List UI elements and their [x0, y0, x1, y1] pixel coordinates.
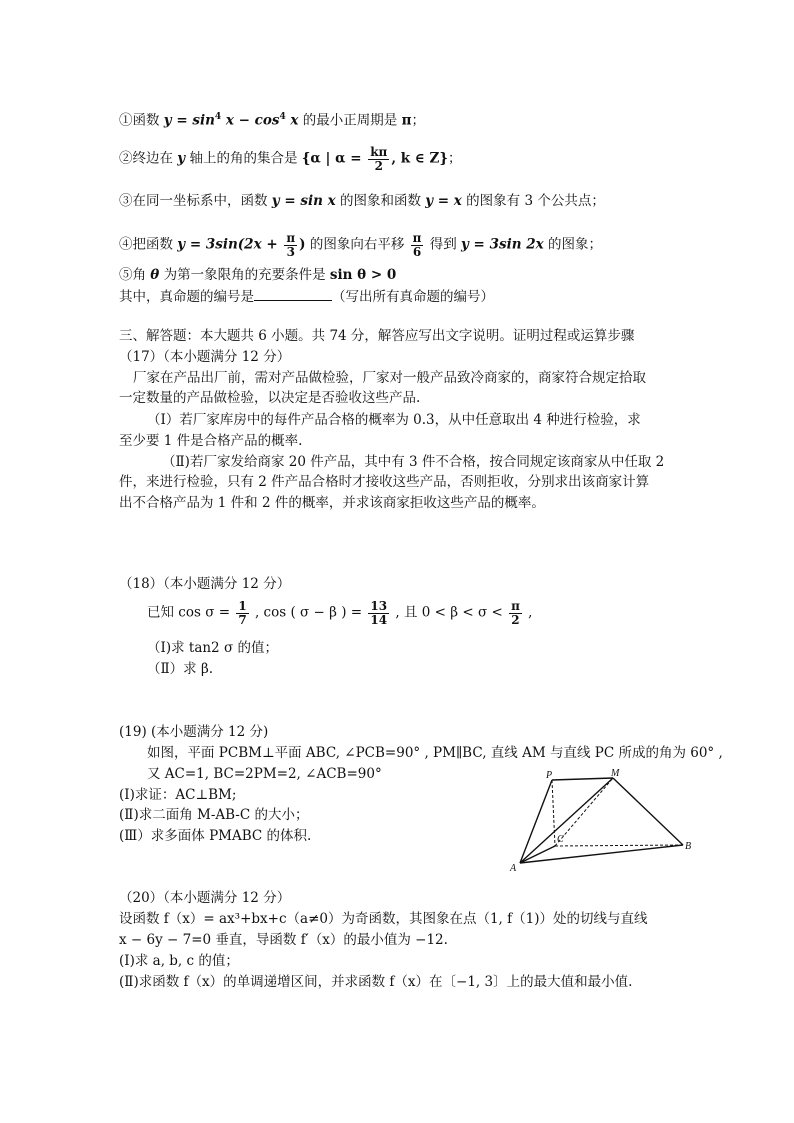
label-C: C [557, 834, 564, 845]
q17-text: 至少要 1 件是合格产品的概率. [119, 433, 303, 449]
q18-part1: （Ⅰ)求 tan2 σ 的值； [147, 640, 278, 656]
proposition-4: ④把函数 y = 3sin(2x + $\frac{\pi}{3}$ ) 的图象向右平移 $\frac{\pi}{6}$ 得到 y = 3sin 2x 的图象； [119, 231, 602, 259]
edge-PM [552, 778, 613, 780]
q20-part2: (Ⅱ)求函数 f（x）的单调递增区间，并求函数 f（x）在〔−1, 3〕上的最大值和最小值. [119, 974, 633, 990]
q18-header: （18）（本小题满分 12 分） [119, 576, 291, 592]
q18-part2: （Ⅱ）求 β. [147, 661, 214, 677]
q19-header: (19) (本小题满分 12 分) [119, 724, 269, 740]
formula: y = sin [163, 112, 215, 129]
edge-CM [555, 778, 613, 846]
label-M: M [611, 768, 620, 779]
q19-part1: (Ⅰ)求证：AC⊥BM; [119, 787, 237, 803]
q17-part1: （Ⅰ）若厂家库房中的每件产品合格的概率为 0.3，从中任意取出 4 种进行检验，求 [147, 412, 641, 428]
fraction: $\frac{\pi}{3}$ [286, 231, 296, 259]
proposition-1: ①函数 $y = \sin^4 x - \cos^4 x$ 的最小正周期是 π； [119, 112, 425, 129]
section-heading: 三、解答题：本大题共 6 小题。共 74 分，解答应写出文字说明。证明过程或运算步骤 [119, 328, 635, 344]
edge-CB [555, 845, 683, 846]
q19-text: 又 AC=1, BC=2PM=2, ∠ACB=90° [147, 766, 382, 782]
q20-part1: (Ⅰ)求 a, b, c 的值； [119, 953, 239, 969]
edge-MB [613, 778, 683, 845]
q18-condition: 已知 cos σ = $\frac{1}{7}$ , cos ( σ − β ) = $\frac{13}{14}$ , 且 0 < β < σ < $\frac{\pi}{2}$ , [147, 599, 533, 627]
fraction: $\frac{k\pi}{2}$ [370, 145, 388, 173]
fraction: $\frac{\pi}{2}$ [511, 599, 520, 627]
q17-text: 出不合格产品为 1 件和 2 件的概率，并求该商家拒收这些产品的概率。 [119, 495, 545, 511]
q20-header: （20）（本小题满分 12 分） [119, 890, 291, 906]
q20-text: x − 6y − 7=0 垂直，导函数 f′（x）的最小值为 −12. [119, 932, 448, 948]
q17-header: （17）（本小题满分 12 分） [119, 349, 291, 365]
label-A: A [510, 863, 517, 873]
answer-line: 其中，真命题的编号是 （写出所有真命题的编号） [119, 289, 494, 305]
edge-AM [520, 778, 613, 863]
proposition-2: ②终边在 y 轴上的角的集合是 {α | α = $\frac{k\pi}{2}$ , k ∈ Z}； [119, 145, 462, 173]
proposition-5: ⑤角 θ 为第一象限角的充要条件是 sin θ > 0 [119, 267, 397, 283]
q19-figure [505, 768, 705, 873]
q19-part3: (Ⅲ）求多面体 PMABC 的体积. [119, 828, 312, 844]
proposition-3: ③在同一坐标系中，函数 y = sin x 的图象和函数 y = x 的图象有 3 个公共点； [119, 193, 605, 209]
q20-text: 设函数 f（x）= ax³+bx+c（a≠0）为奇函数，其图象在点（1, f（1)）处的切线与直线 [119, 911, 648, 927]
q19-part2: (Ⅱ)求二面角 M-AB-C 的大小； [119, 807, 309, 823]
fraction: $\frac{\pi}{6}$ [412, 231, 422, 259]
edge-PC [552, 780, 555, 846]
answer-blank [254, 287, 332, 301]
fraction: $\frac{13}{14}$ [370, 599, 388, 627]
label-P: P [546, 770, 553, 781]
edge-AB [520, 845, 683, 863]
fraction: $\frac{1}{7}$ [238, 599, 247, 627]
q17-text: 一定数量的产品做检验，以决定是否验收这些产品. [119, 390, 421, 406]
label-B: B [685, 841, 692, 852]
q17-text: 件，来进行检验，只有 2 件产品合格时才接收这些产品，否则拒收，分别求出该商家计算 [119, 474, 650, 490]
q17-part2: （Ⅱ)若厂家发给商家 20 件产品，其中有 3 件不合格，按合同规定该商家从中任取 2 [162, 454, 665, 470]
q19-text: 如图，平面 PCBM⊥平面 ABC, ∠PCB=90° , PM∥BC, 直线 AM 与直线 PC 所成的角为 60° , [147, 745, 723, 761]
q17-text: 厂家在产品出厂前，需对产品做检验，厂家对一般产品致冷商家的，商家符合规定拾取 [133, 370, 646, 386]
